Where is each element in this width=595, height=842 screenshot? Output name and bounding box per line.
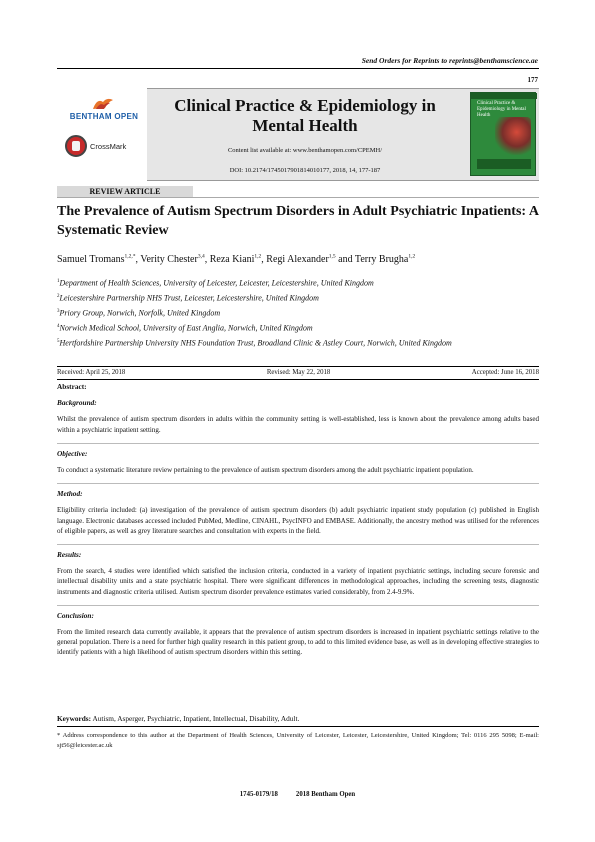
- keywords-label: Keywords:: [57, 714, 92, 723]
- abstract-heading: Abstract:: [57, 382, 87, 391]
- bentham-open-logo[interactable]: [65, 96, 143, 122]
- article-title: The Prevalence of Autism Spectrum Disorders in Adult Psychiatric Inpatients: A Systematic Review: [57, 204, 539, 238]
- cover-bottom-strip: [477, 159, 531, 169]
- dates-top-divider: [57, 366, 539, 367]
- cover-top-strip: [471, 93, 537, 99]
- content-list-link[interactable]: Content list available at: www.benthamopen.com/CPEMH/: [227, 147, 383, 154]
- author: Verity Chester$^{3,4}$,: [140, 254, 210, 266]
- revised-date: Revised: May 22, 2018: [266, 369, 331, 376]
- affiliation: $^3$Priory Group, Norwich, Norfolk, United Kingdom: [57, 308, 221, 318]
- author: Regi Alexander$^{1,5}$ and: [266, 254, 355, 266]
- author-list: [57, 250, 539, 267]
- abstract-section-heading: Conclusion:: [57, 610, 94, 620]
- abstract: [57, 382, 539, 666]
- journal-cover-image: [470, 92, 536, 176]
- accepted-date: Accepted: June 16, 2018: [471, 369, 539, 376]
- abstract-section-heading: Background:: [57, 398, 97, 408]
- correspondence-note: * Address correspondence to this author at the Department of Health Sciences, University of Leicester, Leicester, Leicestershire, United Kingdom; Tel: 0116 295 5098; E-mail: sjt56@leicester.ac.uk: [57, 732, 539, 749]
- page-number: 177: [527, 76, 538, 84]
- footer-issn: 1745-0179/18: [239, 791, 278, 798]
- affiliation: $^4$Norwich Medical School, University of East Anglia, Norwich, United Kingdom: [57, 323, 313, 333]
- article-dates: [57, 369, 539, 376]
- cover-title: Clinical Practice & Epidemiology in Mental Health: [477, 101, 526, 118]
- author: Terry Brugha$^{1,2}$: [354, 254, 416, 266]
- affiliation-list: [57, 276, 539, 351]
- section-divider: [57, 483, 539, 484]
- author: Reza Kiani$^{1,2}$,: [209, 254, 267, 266]
- abstract-section-body: Eligibility criteria included: (a) investigation of the prevalence of autism spectrum disorders (b) adult psychiatric inpatient study population (c) published in English language. Electronic databases accessed included PubMed, Medline, CINAHL, PsycINFO and EMBASE. Additionally, the ancestry method was utilised for the references of eligible papers, as well as grey literature searches and consultation with experts in the field.: [57, 506, 539, 535]
- keywords-divider: [57, 726, 539, 727]
- abstract-section-body: To conduct a systematic literature review pertaining to the prevalence of autism spectrum disorders among the adult psychiatric inpatient population.: [57, 466, 474, 475]
- crossmark-label: CrossMark: [90, 142, 127, 151]
- doi-line[interactable]: DOI: 10.2174/1745017901814010177, 2018, 14, 177-187: [229, 167, 381, 174]
- abstract-section-heading: Method:: [57, 489, 83, 499]
- article-type-divider: [57, 197, 539, 198]
- reprints-prefix: Send Orders for Reprints to: [361, 56, 448, 65]
- affiliation: $^1$Department of Health Sciences, University of Leicester, Leicester, Leicestershire, United Kingdom: [57, 278, 374, 288]
- abstract-section-body: From the search, 4 studies were identified which satisfied the inclusion criteria, conducted in a variety of inpatient psychiatric settings, including secure forensic and intellectual disability units and a state psychiatric hospital. There were significant differences in methodological approaches, including the screening tests, diagnostic instruments and diagnostic criteria utilised. Autism spectrum disorder prevalence estimates varied considerably, from 2.4-9.9%.: [57, 567, 539, 596]
- article-type-label: REVIEW ARTICLE: [57, 186, 193, 198]
- abstract-section-heading: Results:: [57, 550, 82, 560]
- abstract-section-heading: Objective:: [57, 448, 88, 458]
- keywords: [57, 714, 539, 723]
- bentham-flame-icon: [91, 96, 115, 110]
- cover-artwork: [495, 117, 531, 155]
- abstract-top-divider: [57, 379, 539, 380]
- author: Samuel Tromans$^{1,2,*}$,: [57, 254, 141, 266]
- page-footer: [0, 791, 595, 798]
- bentham-logo-text: BENTHAM OPEN: [69, 112, 139, 121]
- keywords-text: Autism, Asperger, Psychiatric, Inpatient, Intellectual, Disability, Adult.: [92, 714, 300, 723]
- top-divider: [57, 68, 539, 69]
- logo-panel: [57, 88, 147, 181]
- received-date: Received: April 25, 2018: [57, 369, 126, 376]
- section-divider: [57, 544, 539, 545]
- affiliation: $^5$Hertfordshire Partnership University NHS Foundation Trust, Broadland Clinic & Astley Court, Norwich, United Kingdom: [57, 338, 452, 348]
- abstract-section-body: From the limited research data currently available, it appears that the prevalence of autism spectrum disorders is increased in inpatient psychiatric settings relative to the general population. There is a need for further high quality research in this patient group, to add to this limited evidence base, as well as in developing effective strategies to identify patients with a high likelihood of autism spectrum disorders within this setting.: [57, 628, 539, 657]
- journal-title: Clinical Practice & Epidemiology in Mental Health: [174, 96, 436, 135]
- reprints-email[interactable]: reprints@benthamscience.ae: [449, 56, 538, 65]
- footer-publisher: 2018 Bentham Open: [295, 791, 356, 798]
- reprints-notice: [362, 56, 538, 65]
- crossmark-icon: [65, 135, 87, 157]
- affiliation: $^2$Leicestershire Partnership NHS Trust, Leicester, Leicestershire, United Kingdom: [57, 293, 319, 303]
- section-divider: [57, 443, 539, 444]
- section-divider: [57, 605, 539, 606]
- crossmark-badge[interactable]: [65, 134, 145, 160]
- abstract-section-body: Whilst the prevalence of autism spectrum disorders in adults within the community setting is well-established, less is known about the prevalence among adults based within a psychiatric inpatient setting.: [57, 415, 539, 434]
